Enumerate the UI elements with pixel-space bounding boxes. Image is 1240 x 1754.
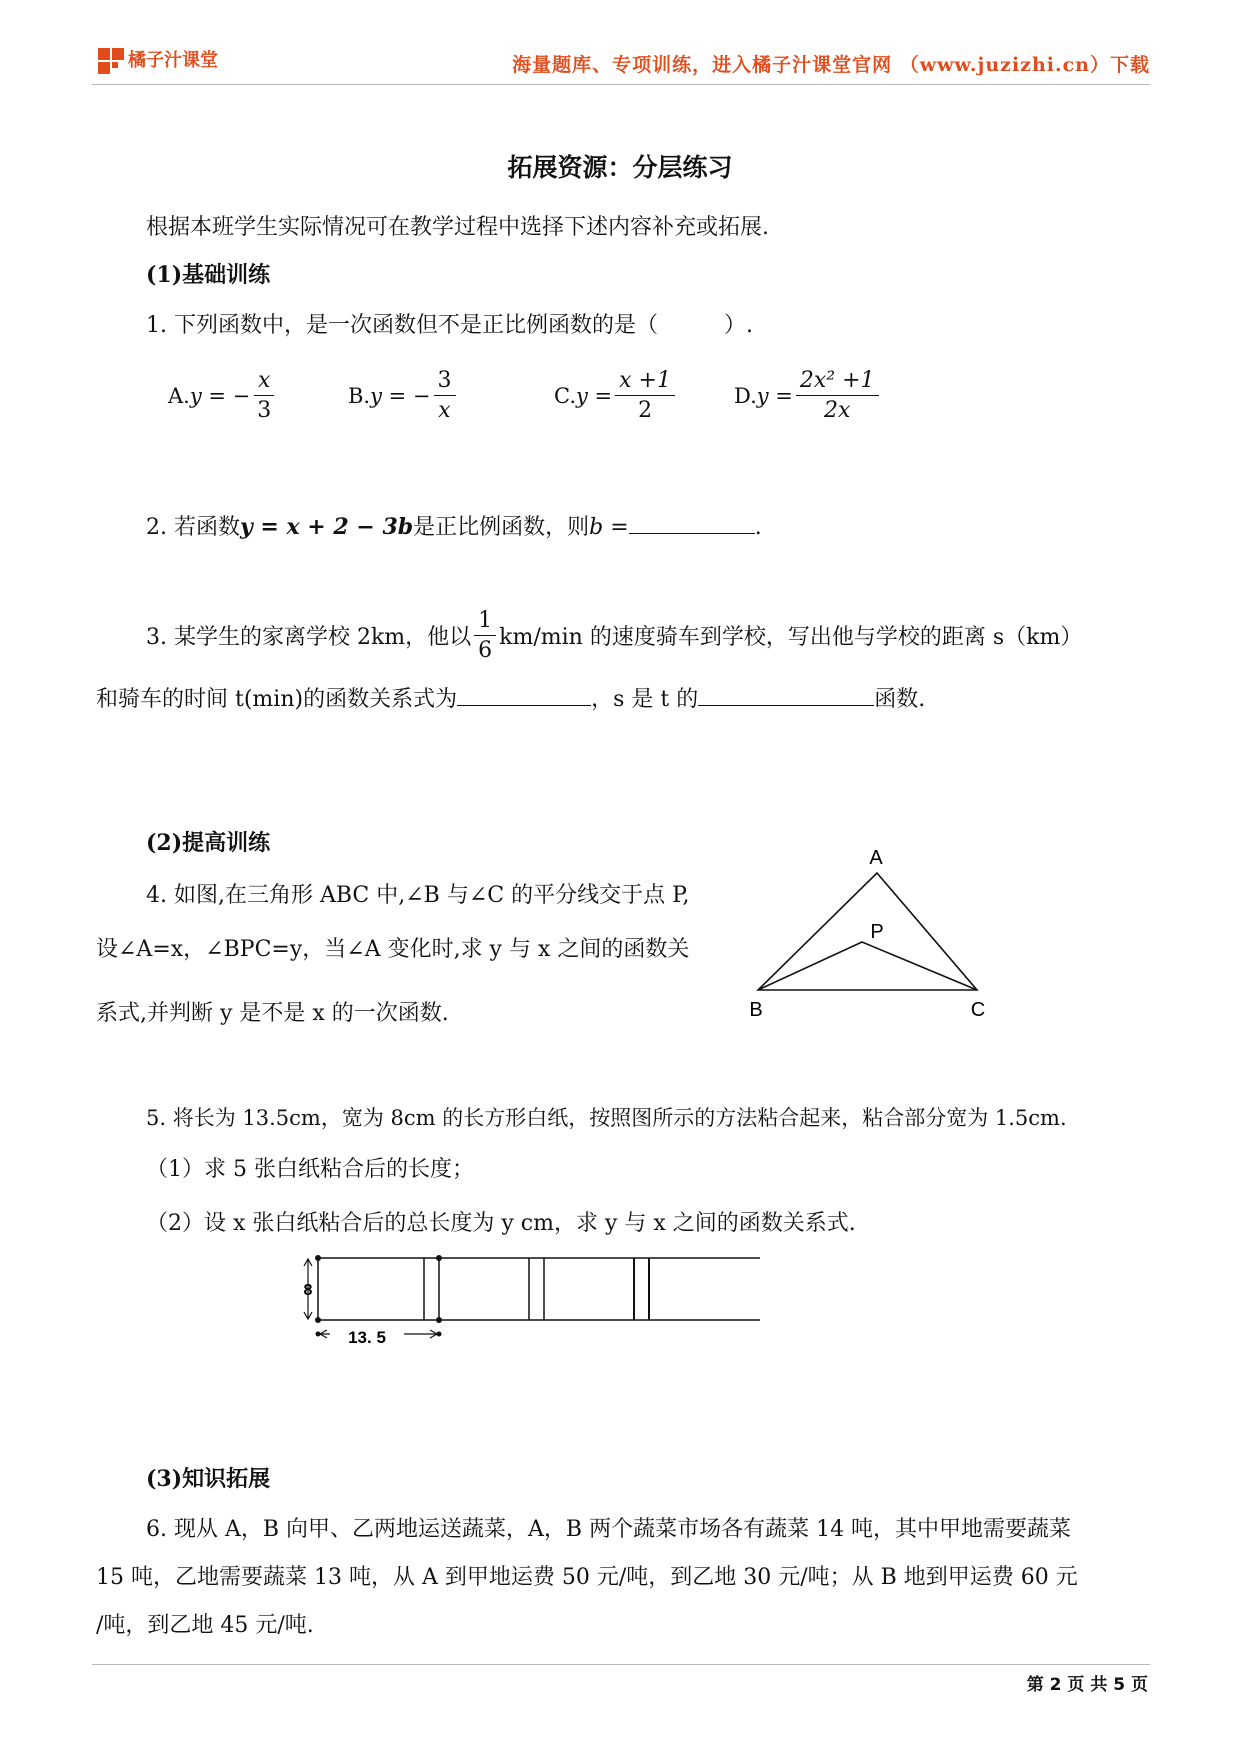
q3-type-blank[interactable] — [698, 683, 874, 706]
vertex-label-b: B — [749, 999, 763, 1020]
angle-bisectors — [758, 942, 977, 990]
q5-line2: （1）求 5 张白纸粘合后的长度； — [146, 1157, 474, 1182]
q6-line2: 15 吨，乙地需要蔬菜 13 吨，从 A 到甲地运费 50 元/吨，到乙地 30 元/吨；从 B 地到甲运费 60 元 — [96, 1565, 1078, 1590]
fraction-denominator: x — [438, 398, 451, 423]
q3-line1 — [146, 608, 1082, 663]
vertex-label-a: A — [869, 847, 883, 869]
option-fraction — [615, 368, 675, 423]
option-fraction — [434, 368, 456, 423]
page-title: 拓展资源：分层练习 — [507, 153, 733, 182]
q5-line1: 5. 将长为 13.5cm，宽为 8cm 的长方形白纸，按照图所示的方法粘合起来，粘合部分宽为 1.5cm. — [146, 1106, 1067, 1130]
corner-dot — [436, 1255, 442, 1261]
triangle-figure — [740, 840, 1000, 1020]
q4-line1: 4. 如图,在三角形 ABC 中,∠B 与∠C 的平分线交于点 P, — [146, 883, 690, 908]
q2-eq: = — [603, 515, 629, 540]
option-lhs: y = — [576, 383, 613, 408]
fraction-numerator: 3 — [434, 368, 456, 396]
footer-divider — [92, 1664, 1150, 1665]
q2-line — [146, 510, 762, 541]
fraction-numerator: 1 — [474, 608, 496, 636]
q3-line2-a: 和骑车的时间 t(min)的函数关系式为 — [96, 687, 458, 712]
height-label: 8 — [303, 1282, 313, 1299]
option-fraction — [253, 368, 275, 423]
q1-stem: 1. 下列函数中，是一次函数但不是正比例函数的是（ ）. — [146, 313, 753, 338]
point-label-p: P — [870, 921, 884, 943]
q3-pre: 3. 某学生的家离学校 2km，他以 — [146, 625, 472, 650]
header-slogan: 海量题库、专项训练，进入橘子汁课堂官网 （www.juzizhi.cn）下载 — [512, 54, 1150, 76]
option-label: D. — [734, 383, 757, 408]
vertex-label-c: C — [970, 999, 986, 1020]
q3-formula-blank[interactable] — [457, 683, 591, 706]
corner-dot — [315, 1255, 321, 1261]
page-number: 第 2 页 共 5 页 — [1026, 1675, 1148, 1695]
q5-line3: （2）设 x 张白纸粘合后的总长度为 y cm，求 y 与 x 之间的函数关系式. — [146, 1211, 856, 1236]
header-divider — [92, 84, 1150, 85]
section-basic: (1)基础训练 — [146, 262, 271, 288]
q3-line2-b: ，s 是 t 的 — [591, 687, 699, 712]
q2-pre: 2. 若函数 — [146, 515, 240, 540]
q6-line3: /吨，到乙地 45 元/吨. — [96, 1613, 314, 1638]
q3-line2-c: 函数. — [874, 687, 926, 712]
logo-icon — [96, 46, 126, 76]
q4-line2: 设∠A=x，∠BPC=y，当∠A 变化时,求 y 与 x 之间的函数关 — [96, 937, 690, 962]
option-lhs: y = — [756, 383, 793, 408]
triangle-abc — [758, 873, 977, 990]
q1-option-b — [348, 368, 459, 423]
q3-post: km/min 的速度骑车到学校，写出他与学校的距离 s（km） — [499, 625, 1083, 650]
fraction-denominator: 6 — [478, 638, 493, 663]
fraction-denominator: 2 — [638, 398, 653, 423]
q3-fraction — [474, 608, 496, 663]
fraction-numerator: x — [254, 368, 274, 396]
option-label: A. — [168, 383, 190, 408]
option-lhs: y = − — [370, 383, 431, 408]
length-label: 13. 5 — [348, 1328, 386, 1347]
q2-answer-blank[interactable] — [629, 511, 755, 534]
section-extension: (3)知识拓展 — [146, 1466, 271, 1492]
intro-text: 根据本班学生实际情况可在教学过程中选择下述内容补充或拓展. — [146, 215, 769, 240]
fraction-numerator: 2x² +1 — [796, 368, 879, 396]
corner-dot — [436, 1317, 442, 1323]
paper-strip-figure — [296, 1250, 766, 1350]
section-advanced: (2)提高训练 — [146, 830, 271, 856]
q2-end: . — [754, 515, 762, 540]
q4-line3: 系式,并判断 y 是不是 x 的一次函数. — [96, 1001, 449, 1026]
corner-dot — [315, 1317, 321, 1323]
q2-mid: 是正比例函数，则 — [413, 515, 590, 540]
q2-formula: y = x + 2 − 3b — [239, 514, 414, 540]
fraction-numerator: x +1 — [615, 368, 675, 396]
q3-line2 — [96, 682, 925, 713]
option-lhs: y = − — [189, 383, 251, 408]
q1-option-a — [168, 368, 278, 423]
fraction-denominator: 3 — [257, 398, 272, 423]
q1-option-d — [734, 368, 882, 423]
option-label: C. — [554, 383, 576, 408]
q6-line1: 6. 现从 A，B 向甲、乙两地运送蔬菜，A，B 两个蔬菜市场各有蔬菜 14 吨，其中甲地需要蔬菜 — [146, 1517, 1072, 1542]
fraction-denominator: 2x — [824, 398, 851, 423]
logo-text: 橘子汁课堂 — [128, 50, 218, 71]
q2-var: b — [589, 515, 604, 540]
option-label: B. — [348, 383, 371, 408]
q1-option-c — [554, 368, 678, 423]
option-fraction — [796, 368, 879, 423]
